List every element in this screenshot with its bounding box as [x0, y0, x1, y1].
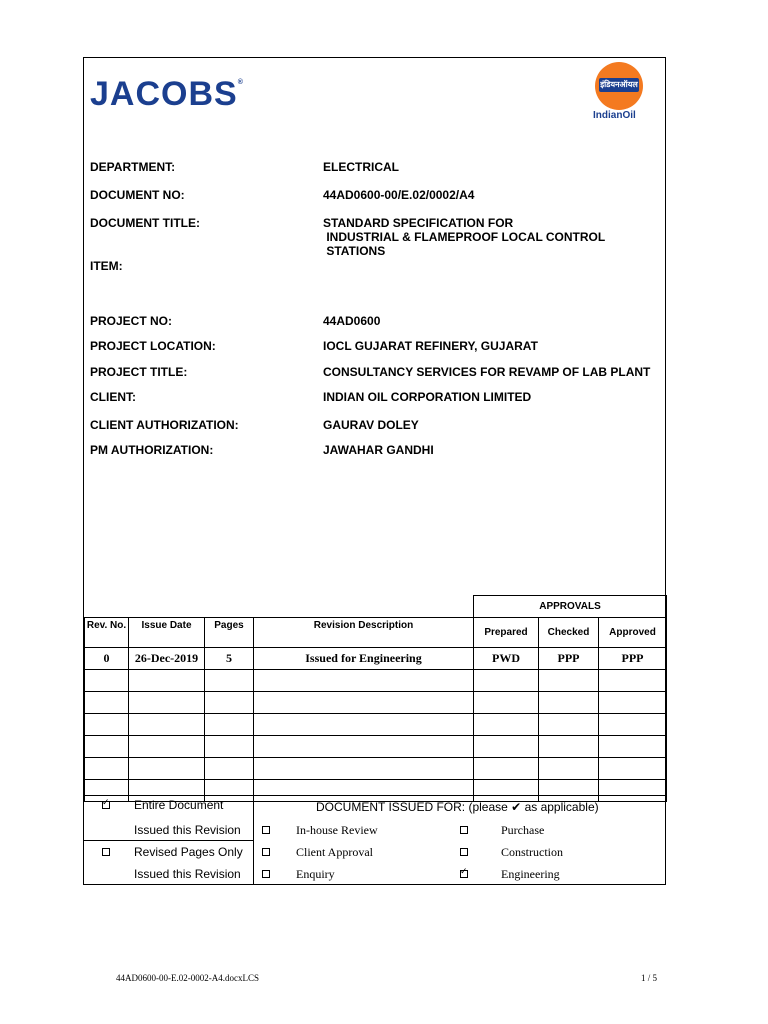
- engineering-checkbox[interactable]: [460, 870, 468, 878]
- purchase-checkbox[interactable]: [460, 826, 468, 834]
- issued-revision-label-2: Issued this Revision: [134, 867, 241, 881]
- project-no-value: 44AD0600: [323, 314, 381, 328]
- pm-authorization-value: JAWAHAR GANDHI: [323, 443, 434, 457]
- issue-date-header: Issue Date: [129, 618, 205, 648]
- document-no-value: 44AD0600-00/E.02/0002/A4: [323, 188, 475, 202]
- project-location-value: IOCL GUJARAT REFINERY, GUJARAT: [323, 339, 538, 353]
- pages-cell: 5: [205, 648, 254, 670]
- approved-header: Approved: [599, 618, 667, 648]
- pages-header: Pages: [205, 618, 254, 648]
- table-row: [85, 648, 667, 670]
- table-row: [85, 670, 667, 692]
- jacobs-logo: JACOBS®: [90, 75, 244, 113]
- prepared-header: Prepared: [474, 618, 539, 648]
- rev-cell: 0: [85, 648, 129, 670]
- department-value: ELECTRICAL: [323, 160, 399, 174]
- issued-for-heading: DOCUMENT ISSUED FOR: (please ✔ as applicable): [316, 800, 599, 814]
- revised-pages-label: Revised Pages Only: [134, 845, 243, 859]
- indianoil-name: IndianOil: [593, 110, 636, 121]
- client-label: CLIENT:: [90, 390, 136, 404]
- client-authorization-label: CLIENT AUTHORIZATION:: [90, 418, 239, 432]
- construction-label: Construction: [501, 845, 563, 859]
- project-no-label: PROJECT NO:: [90, 314, 173, 328]
- document-title-label: DOCUMENT TITLE:: [90, 216, 200, 230]
- client-approval-label: Client Approval: [296, 845, 373, 859]
- approved-cell: PPP: [599, 648, 667, 670]
- approvals-header: APPROVALS: [474, 596, 667, 618]
- revision-table: [84, 595, 667, 802]
- checkmark-icon: ✔: [511, 800, 522, 814]
- footer-filename: 44AD0600-00-E.02-0002-A4.docxLCS: [116, 973, 259, 983]
- footer-page-number: 1 / 5: [641, 973, 658, 983]
- engineering-label: Engineering: [501, 867, 560, 881]
- date-cell: 26-Dec-2019: [129, 648, 205, 670]
- inhouse-review-checkbox[interactable]: [262, 826, 270, 834]
- entire-document-checkbox[interactable]: [102, 801, 110, 809]
- checked-cell: PPP: [539, 648, 599, 670]
- prepared-cell: PWD: [474, 648, 539, 670]
- client-value: INDIAN OIL CORPORATION LIMITED: [323, 390, 532, 404]
- indianoil-badge-text: इंडियनऑयल: [600, 80, 638, 89]
- issued-section: [84, 795, 666, 885]
- client-authorization-value: GAURAV DOLEY: [323, 418, 419, 432]
- issued-revision-label-1: Issued this Revision: [134, 823, 241, 837]
- rev-no-header: Rev. No.: [85, 618, 129, 648]
- entire-document-label: Entire Document: [134, 798, 224, 812]
- checked-header: Checked: [539, 618, 599, 648]
- document-title-value: STANDARD SPECIFICATION FOR INDUSTRIAL & FLAMEPROOF LOCAL CONTROL STATIONS: [323, 216, 606, 258]
- construction-checkbox[interactable]: [460, 848, 468, 856]
- description-header: Revision Description: [254, 618, 474, 648]
- client-approval-checkbox[interactable]: [262, 848, 270, 856]
- indianoil-emblem: [595, 62, 643, 110]
- purchase-label: Purchase: [501, 823, 545, 837]
- project-title-value: CONSULTANCY SERVICES FOR REVAMP OF LAB PLANT: [323, 365, 651, 379]
- enquiry-checkbox[interactable]: [262, 870, 270, 878]
- department-label: DEPARTMENT:: [90, 160, 176, 174]
- table-row: [85, 714, 667, 736]
- project-location-label: PROJECT LOCATION:: [90, 339, 216, 353]
- item-label: ITEM:: [90, 259, 123, 273]
- indianoil-logo: [577, 58, 665, 130]
- inhouse-review-label: In-house Review: [296, 823, 378, 837]
- table-row: [85, 692, 667, 714]
- document-no-label: DOCUMENT NO:: [90, 188, 185, 202]
- desc-cell: Issued for Engineering: [254, 648, 474, 670]
- project-title-label: PROJECT TITLE:: [90, 365, 188, 379]
- enquiry-label: Enquiry: [296, 867, 335, 881]
- pm-authorization-label: PM AUTHORIZATION:: [90, 443, 214, 457]
- table-row: [85, 758, 667, 780]
- revised-pages-checkbox[interactable]: [102, 848, 110, 856]
- table-row: [85, 736, 667, 758]
